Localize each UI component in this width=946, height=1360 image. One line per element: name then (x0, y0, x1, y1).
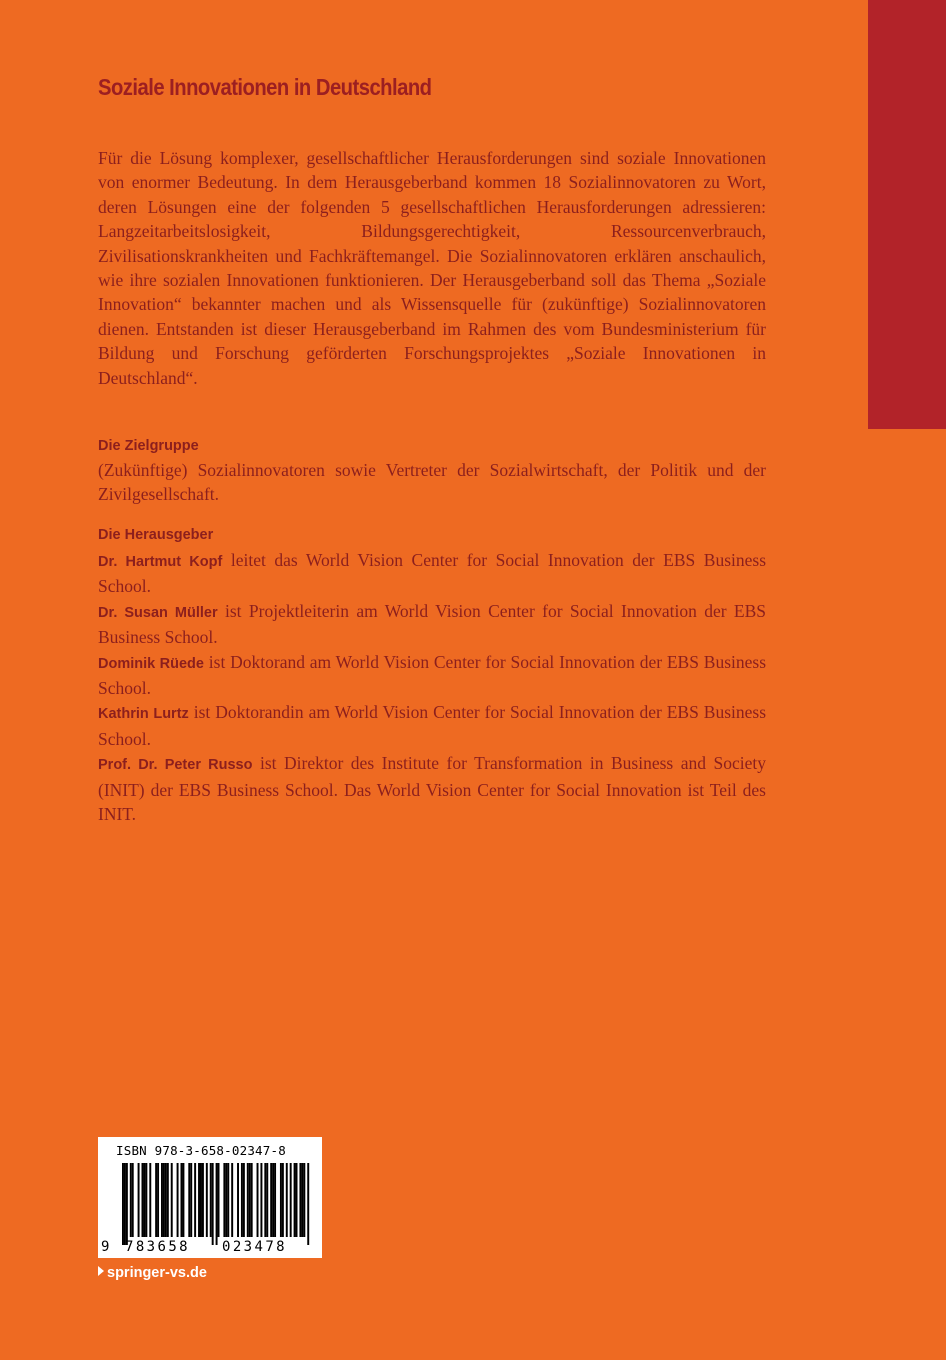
barcode-bar (149, 1163, 151, 1237)
barcode-bar (251, 1163, 253, 1237)
barcode-bar (167, 1163, 169, 1237)
red-corner-band (868, 0, 946, 429)
barcode-bar (157, 1163, 159, 1237)
barcode-bar (260, 1163, 262, 1237)
barcode-bar (227, 1163, 229, 1237)
barcode-bar (212, 1163, 214, 1245)
barcode-bar (280, 1163, 282, 1237)
book-title: Soziale Innovationen in Deutschland (98, 74, 432, 100)
barcode-bar (307, 1163, 309, 1245)
editor-entry (98, 599, 766, 650)
barcode-bar (206, 1163, 208, 1237)
barcode-bar (243, 1163, 245, 1237)
barcode-bar (241, 1163, 243, 1237)
barcode-bar (237, 1163, 239, 1237)
editor-description: ist Projektleiterin am World Vision Center for Social Innovation der EBS Business School. (98, 600, 767, 648)
barcode-bar (200, 1163, 202, 1237)
barcode-bar (161, 1163, 163, 1237)
barcode-bar (190, 1163, 192, 1237)
barcode-bar (171, 1163, 173, 1237)
barcode-bar (294, 1163, 296, 1237)
editor-entry (98, 700, 766, 751)
barcode-bar (138, 1163, 140, 1237)
barcode-bar (181, 1163, 183, 1237)
editor-entry (98, 548, 766, 599)
barcode-bar (188, 1163, 190, 1237)
barcode-bar (132, 1163, 134, 1237)
isbn-label: ISBN 978-3-658-02347-8 (116, 1143, 286, 1158)
barcode-bar (296, 1163, 298, 1237)
barcode-bar (210, 1163, 212, 1237)
barcode-bar (282, 1163, 284, 1237)
barcode-bar (231, 1163, 233, 1237)
editor-entry (98, 650, 766, 701)
barcode-bar (130, 1163, 132, 1237)
editor-name: Dominik Rüede (98, 655, 204, 672)
editor-description: leitet das World Vision Center for Social Innovation der EBS Business School. (98, 550, 767, 597)
publisher-url-text: springer-vs.de (107, 1265, 207, 1281)
editor-description: ist Doktorandin am World Vision Center for Social Innovation der EBS Business School. (98, 702, 767, 749)
barcode-bar (182, 1163, 184, 1237)
barcode-bar (274, 1163, 276, 1237)
barcode-bar (247, 1163, 249, 1237)
barcode-bar (270, 1163, 272, 1237)
barcode-bar (126, 1163, 128, 1245)
barcode-bar (165, 1163, 167, 1237)
barcode-bar (163, 1163, 165, 1237)
herausgeber-heading: Die Herausgeber (98, 527, 214, 543)
editor-entry (98, 751, 766, 826)
triangle-right-icon (98, 1266, 104, 1276)
barcode-bar (155, 1163, 157, 1237)
barcode-bar (225, 1163, 227, 1237)
barcode-digits-left: 783658 (125, 1239, 190, 1255)
barcode-bar (257, 1163, 259, 1237)
editor-name: Prof. Dr. Peter Russo (98, 757, 253, 774)
editor-list (98, 548, 766, 826)
intro-paragraph: Für die Lösung komplexer, gesellschaftlicher Herausforderungen sind soziale Innovationen von enormer Bedeutung. In dem Herausgeberband kommen 18 Sozialinnovatoren zu Wort, deren Lösungen eine der folgenden 5 gesellschaftlichen Herausforderungen adressieren: Langzeitarbeitslosigkeit, Bildungsgerechtigkeit, Ressourcenverbrauch, Zivilisationskrankheiten und Fachkräftemangel. Die Sozialinnovatoren erklären anschaulich, wie ihre sozialen Innovationen funktionieren. Der Herausgeberband soll das Thema „Soziale Innovation“ bekannter machen und als Wissensquelle für (zukünftige) Sozialinnovatoren dienen. Entstanden ist dieser Herausgeberband im Rahmen des vom Bundesministerium für Bildung und Forschung geförderten Forschungsprojektes „Soziale Innovationen in Deutschland“. (98, 148, 766, 388)
isbn-barcode (98, 1137, 322, 1258)
barcode-bar (145, 1163, 147, 1237)
barcode-bar (194, 1163, 196, 1237)
barcode-bar (266, 1163, 268, 1237)
editor-name: Kathrin Lurtz (98, 706, 189, 723)
publisher-url[interactable] (98, 1265, 207, 1281)
barcode-digit-first: 9 (101, 1239, 110, 1255)
zielgruppe-heading: Die Zielgruppe (98, 438, 199, 454)
editor-description: ist Doktorand am World Vision Center for Social Innovation der EBS Business School. (98, 651, 767, 699)
barcode-bar (264, 1163, 266, 1237)
barcode-digits-right: 023478 (222, 1239, 287, 1255)
barcode-bar (142, 1163, 144, 1237)
editor-name: Dr. Hartmut Kopf (98, 554, 223, 570)
barcode-bar (290, 1163, 292, 1237)
barcode-bar (286, 1163, 288, 1237)
barcode-bar (223, 1163, 225, 1237)
barcode-bar (124, 1163, 126, 1245)
barcode-bar (198, 1163, 200, 1237)
barcode-bar (143, 1163, 145, 1237)
barcode-bar (272, 1163, 274, 1237)
barcode-bar (303, 1163, 305, 1237)
barcode-bar (218, 1163, 220, 1237)
barcode-bar (216, 1163, 218, 1245)
barcode-bar (177, 1163, 179, 1237)
editor-name: Dr. Susan Müller (98, 604, 218, 621)
zielgruppe-text: (Zukünftige) Sozialinnovatoren sowie Vertreter der Sozialwirtschaft, der Politik und der Zivilgesellschaft. (98, 460, 766, 505)
editor-description: ist Direktor des Institute for Transformation in Business and Society (INIT) der EBS Business School. Das World Vision Center for Social Innovation ist Teil des INIT. (98, 753, 766, 825)
barcode-bar (301, 1163, 303, 1237)
barcode-bar (299, 1163, 301, 1237)
barcode-bar (122, 1163, 124, 1245)
barcode-bar (249, 1163, 251, 1237)
barcode-bar (202, 1163, 204, 1237)
